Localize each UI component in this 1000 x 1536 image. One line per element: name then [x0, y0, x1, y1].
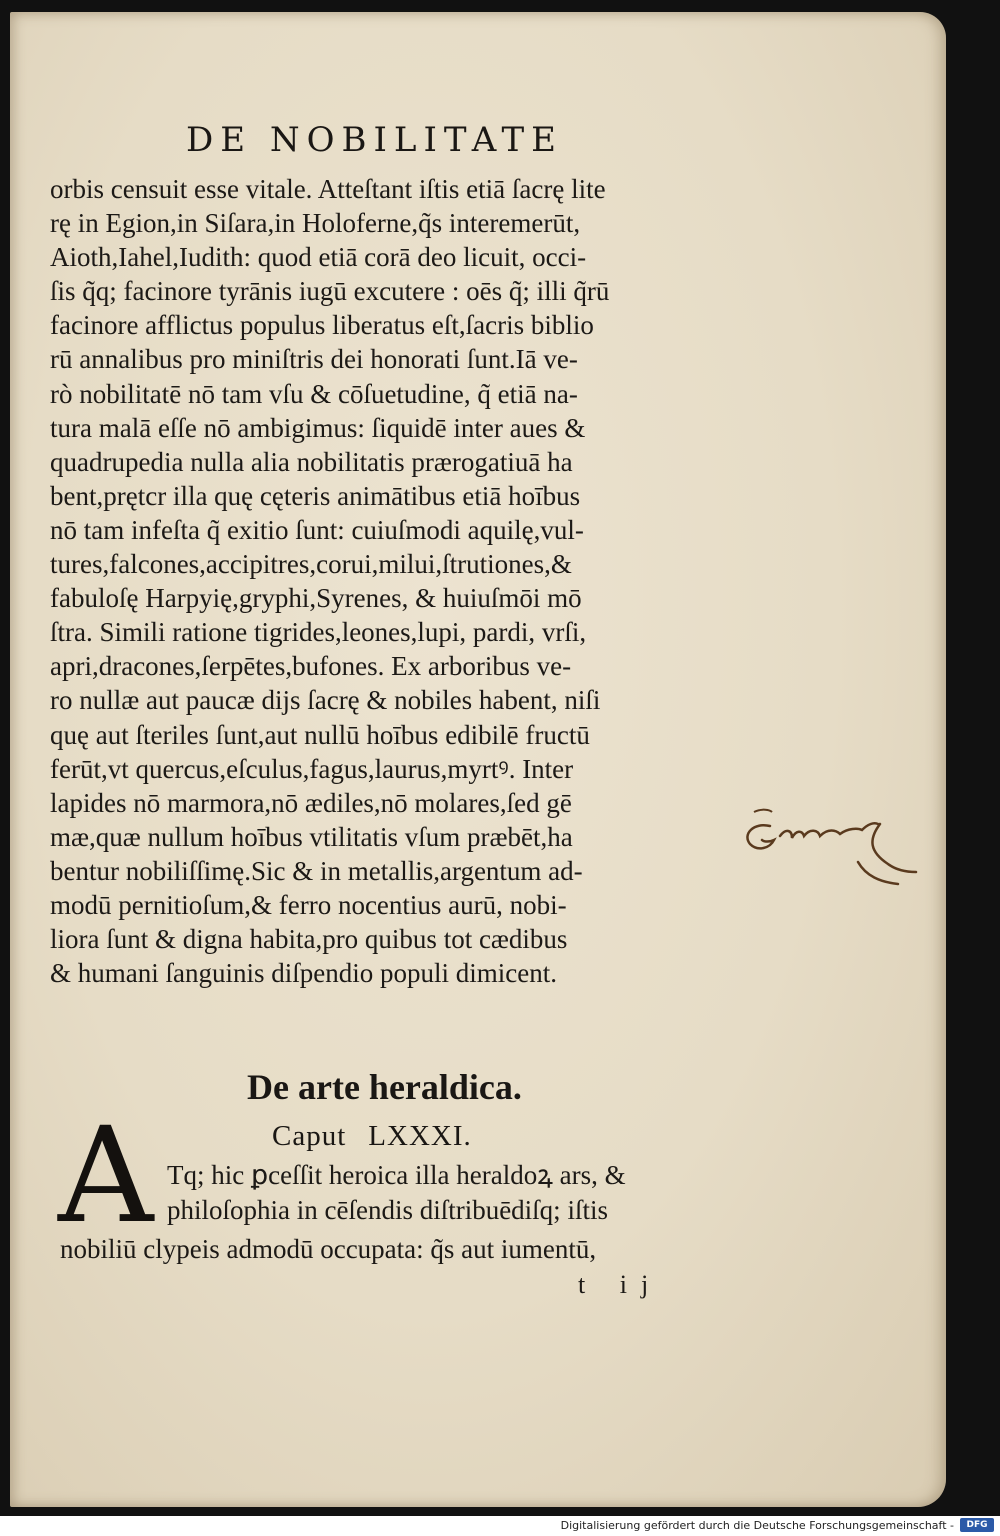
body-line: rò nobilitatē nō tam vſu & cōſuetudine, q̃ etiā na-	[50, 378, 578, 409]
chapter-line: Tq; hic ꝑceſſit heroica illa heraldoꝝ ars, &	[167, 1160, 626, 1190]
body-line: fabuloſę Harpyię,gryphi,Syrenes, & huiuſmōi mō	[50, 583, 582, 614]
decorated-initial: A	[58, 1099, 154, 1253]
body-line: facinore afflictus populus liberatus eſt,ſacris biblio	[50, 310, 594, 341]
body-line: Aioth,Iahel,Iudith: quod etiā corā deo licuit, occi-	[50, 242, 587, 273]
body-line: quę aut ſteriles ſunt,aut nullū hoībus edibilē fructū	[50, 719, 590, 750]
footer-credit: Digitalisierung gefördert durch die Deutsche Forschungsgemeinschaft -	[560, 1519, 954, 1532]
body-line: apri,dracones,ſerpētes,bufones. Ex arboribus ve-	[50, 651, 572, 682]
body-line: liora ſunt & digna habita,pro quibus tot cædibus	[50, 924, 568, 955]
body-line: rū annalibus pro miniſtris dei honorati ſunt.Iā ve-	[50, 344, 578, 375]
marginal-annotation	[740, 800, 920, 900]
marginal-note-word	[747, 823, 878, 848]
marginal-note-stroke	[754, 810, 772, 812]
body-line: nō tam infeſta q̃ exitio ſunt: cuiuſmodi aquilę,vul-	[50, 514, 584, 545]
body-line: tures,falcones,accipitres,corui,milui,ſtrutiones,&	[50, 549, 572, 580]
body-line: ro nullæ aut paucæ dijs ſacrę & nobiles habent, niſi	[50, 685, 601, 716]
body-text	[50, 172, 740, 990]
body-line: mæ,quæ nullum hoībus vtilitatis vſum præbēt,ha	[50, 821, 573, 852]
body-line: & humani ſanguinis diſpendio populi dimicent.	[50, 958, 557, 989]
dfg-logo: DFG	[960, 1518, 994, 1532]
body-line: bentur nobiliſſimę.Sic & in metallis,argentum ad-	[50, 855, 583, 886]
running-head: DE NOBILITATE	[186, 120, 563, 160]
chapter-final-line: nobiliū clypeis admodū occupata: q̃s aut iumentū,	[60, 1234, 597, 1264]
chapter-label: Caput	[272, 1120, 347, 1152]
body-line: rę in Egion,in Siſara,in Holoferne,q̃s interemerūt,	[50, 208, 581, 239]
body-line: lapides nō marmora,nō ædiles,nō molares,ſed gē	[50, 787, 572, 818]
section-heading: De arte heraldica.	[247, 1067, 522, 1107]
chapter-line: philoſophia in cēſendis diſtribuēdiſq; iſtis	[167, 1194, 608, 1225]
body-line: ſis q̃q; facinore tyrānis iugū excutere : oēs q̃; illi q̃rū	[50, 276, 610, 307]
chapter-text	[167, 1158, 737, 1227]
body-line: orbis censuit esse vitale. Atteſtant iſtis etiā ſacrę lite	[50, 174, 606, 204]
body-line: tura malā eſſe nō ambigimus: ſiquidē inter aues &	[50, 412, 586, 443]
signature-mark: t ij	[578, 1270, 663, 1299]
body-line: ſtra. Simili ratione tigrides,leones,lupi, pardi, vrſi,	[50, 617, 587, 648]
marginal-note-bracket	[858, 824, 916, 884]
chapter-number: LXXXI.	[368, 1120, 472, 1152]
body-line: bent,prętcr illa quę cęteris animātibus etiā hoībus	[50, 480, 581, 511]
body-line: modū pernitioſum,& ferro nocentius aurū, nobi-	[50, 889, 567, 920]
body-line: quadrupedia nulla alia nobilitatis prærogatiuā ha	[50, 446, 573, 477]
body-line: ferūt,vt quercus,eſculus,fagus,laurus,myrtꝰ. Inter	[50, 753, 574, 784]
chapter-title	[272, 1120, 472, 1153]
